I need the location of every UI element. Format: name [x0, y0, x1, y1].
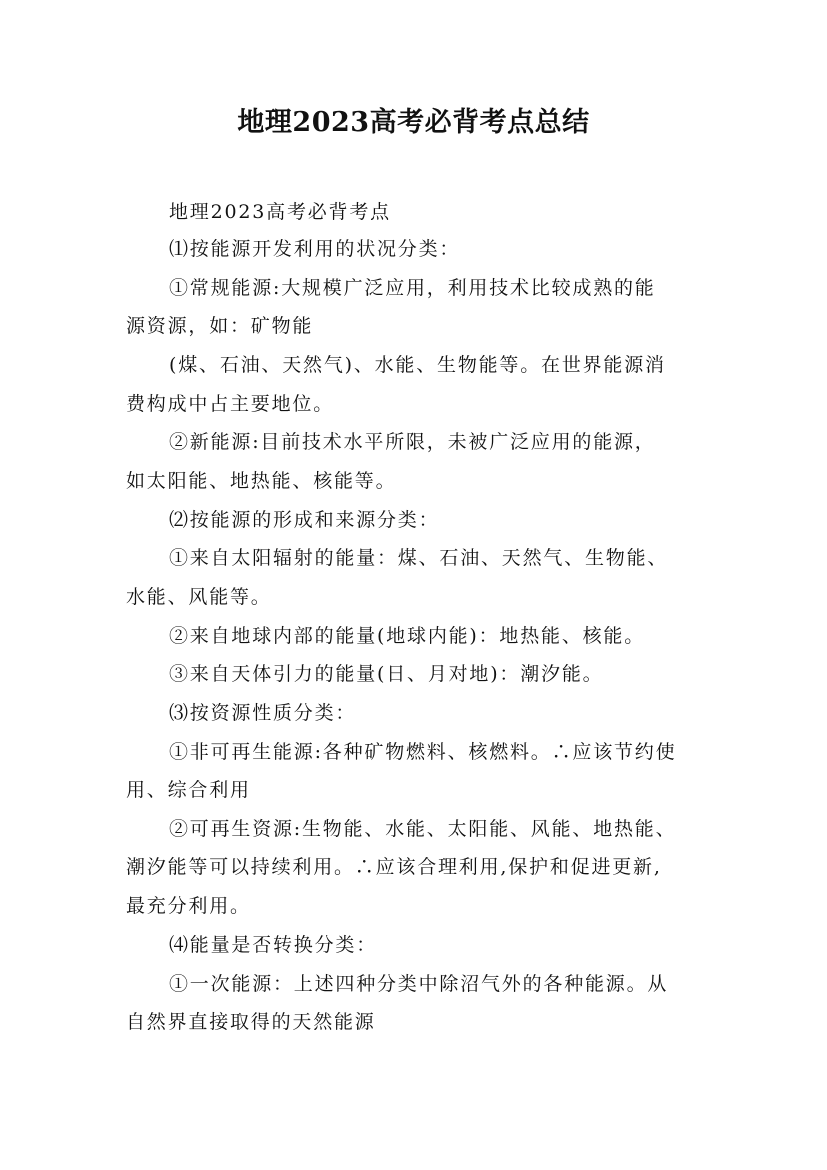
text-line: 最充分利用。: [126, 895, 251, 917]
text-line: ①一次能源：上述四种分类中除沼气外的各种能源。从: [169, 973, 669, 995]
document-title: 地理2023高考必背考点总结: [237, 107, 590, 138]
text-line: (煤、石油、天然气)、水能、生物能等。在世界能源消: [169, 354, 666, 376]
text-line: 自然界直接取得的天然能源: [126, 1011, 376, 1033]
text-line-section-4-heading: ⑷能量是否转换分类：: [169, 934, 378, 956]
text-line: 水能、风能等。: [126, 586, 272, 608]
text-line-section-3-heading: ⑶按资源性质分类：: [169, 702, 357, 724]
text-line: ②可再生资源:生物能、水能、太阳能、风能、地热能、: [169, 818, 677, 840]
text-line: ①非可再生能源:各种矿物燃料、核燃料。∴应该节约使: [169, 741, 677, 763]
text-line-section-1-heading: ⑴按能源开发利用的状况分类：: [169, 238, 461, 260]
text-line: 如太阳能、地热能、核能等。: [126, 470, 397, 492]
text-line-subtitle: 地理2023高考必背考点: [169, 201, 391, 223]
text-line: ②来自地球内部的能量(地球内能)：地热能、核能。: [169, 625, 646, 647]
text-line: 用、综合利用: [126, 779, 251, 801]
text-line: ①来自太阳辐射的能量：煤、石油、天然气、生物能、: [169, 547, 669, 569]
text-line: ②新能源:目前技术水平所限，未被广泛应用的能源，: [169, 431, 656, 453]
text-line: 费构成中占主要地位。: [126, 393, 335, 415]
text-line: 源资源，如：矿物能: [126, 315, 314, 337]
text-line: 潮汐能等可以持续利用。∴应该合理利用,保护和促进更新,: [126, 856, 662, 878]
text-line-section-2-heading: ⑵按能源的形成和来源分类：: [169, 509, 440, 531]
text-line: ③来自天体引力的能量(日、月对地)：潮汐能。: [169, 663, 604, 685]
text-line: ①常规能源:大规模广泛应用，利用技术比较成熟的能: [169, 277, 656, 299]
